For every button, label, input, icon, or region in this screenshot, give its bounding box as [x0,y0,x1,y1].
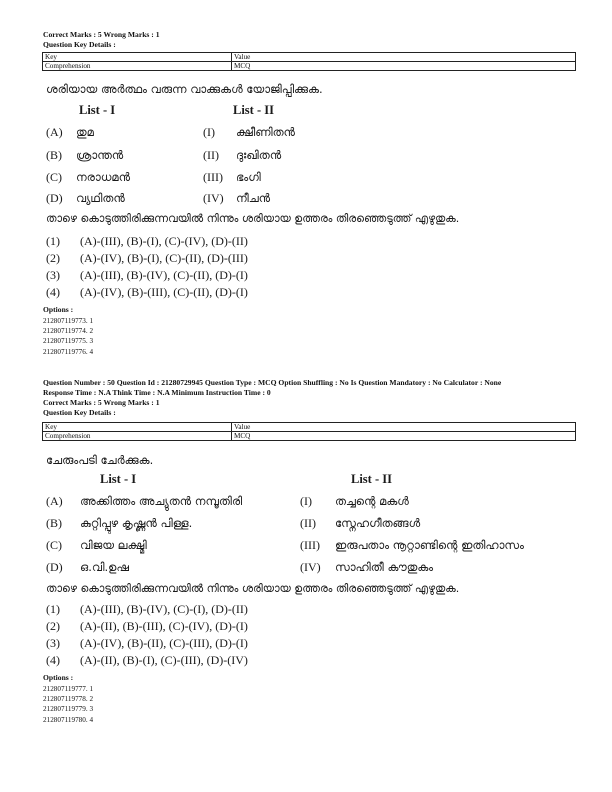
options-list [43,684,93,725]
row-left-text: ശ്രാന്തൻ [76,148,124,162]
table-cell-value: MCQ [232,432,576,441]
answer-text: (A)-(IV), (B)-(I), (C)-(II), (D)-(III) [80,251,248,265]
table-header-value: Value [232,53,576,62]
table-header-value: Value [232,423,576,432]
row-left-label: (D) [46,191,63,205]
list-1-heading: List - I [100,472,137,486]
table-cell-key: Comprehension [43,432,232,441]
row-left-text: ഒ.വി.ഉഷ [80,560,130,574]
row-right-text: സ്നേഹഗീതങ്ങൾ [335,516,421,530]
row-right-label: (IV) [300,560,321,574]
option-item: 212807119778. 2 [43,695,94,704]
table-cell-key: Comprehension [43,62,232,71]
row-left-text: അക്കിത്തം അച്യുതൻ നമ്പൂതിരി [80,494,243,508]
row-left-text: തുമ [76,125,94,139]
answer-text: (A)-(IV), (B)-(III), (C)-(II), (D)-(I) [80,285,248,299]
response-time-line: Response Time : N.A Think Time : N.A Minimum Instruction Time : 0 [43,388,271,397]
row-left-label: (B) [46,516,62,530]
row-right-label: (III) [300,538,320,552]
row-right-label: (I) [203,125,215,139]
answer-text: (A)-(III), (B)-(IV), (C)-(II), (D)-(I) [80,268,248,282]
key-details-label: Question Key Details : [43,40,116,49]
option-item: 212807119776. 4 [43,347,94,356]
question-instruction: ചേരുംപടി ചേർക്കുക. [46,453,154,467]
row-right-text: നീചൻ [236,191,271,205]
answer-number: (1) [46,234,60,248]
marks-line: Correct Marks : 5 Wrong Marks : 1 [43,398,160,407]
row-right-label: (I) [300,494,312,508]
answer-number: (4) [46,653,60,667]
answer-number: (3) [46,636,60,650]
answer-text: (A)-(III), (B)-(IV), (C)-(I), (D)-(II) [80,602,248,616]
row-right-text: സാഹിതീ കൗതുകം [335,560,434,574]
row-right-label: (IV) [203,191,224,205]
options-list [43,316,93,357]
answer-text: (A)-(IV), (B)-(II), (C)-(III), (D)-(I) [80,636,248,650]
row-left-text: വിജയ ലക്ഷ്മി [80,538,147,552]
option-item: 212807119777. 1 [43,685,94,693]
answer-number: (3) [46,268,60,282]
row-left-label: (C) [46,538,62,552]
row-right-label: (II) [300,516,316,530]
table-header-key: Key [43,423,232,432]
row-left-label: (A) [46,494,63,508]
row-left-text: വ്യഥിതൻ [76,191,125,205]
row-right-text: തച്ചന്റെ മകൾ [335,494,409,508]
row-right-text: ഭംഗി [236,170,261,184]
row-right-label: (II) [203,148,219,162]
table-header-key: Key [43,53,232,62]
option-item: 212807119779. 3 [43,705,94,714]
list-1-heading: List - I [79,103,116,117]
marks-line: Correct Marks : 5 Wrong Marks : 1 [43,30,160,39]
choose-instruction: താഴെ കൊടുത്തിരിക്കുന്നവയിൽ നിന്നും ശരിയായ ഉത്തരം തിരഞ്ഞെടുത്ത് എഴുതുക. [46,582,460,595]
answer-text: (A)-(III), (B)-(I), (C)-(IV), (D)-(II) [80,234,248,248]
choose-instruction: താഴെ കൊടുത്തിരിക്കുന്നവയിൽ നിന്നും ശരിയായ ഉത്തരം തിരഞ്ഞെടുത്ത് എഴുതുക. [46,212,460,225]
list-2-heading: List - II [233,103,274,117]
row-right-text: ക്ഷീണിതൻ [236,125,295,139]
key-value-table [42,422,576,441]
options-label: Options : [43,305,74,314]
question-instruction: ശരിയായ അർത്ഥം വരുന്ന വാക്കുകൾ യോജിപ്പിക്കുക. [46,82,323,96]
row-right-text: ദുഃഖിതൻ [236,148,282,162]
question-meta-line: Question Number : 50 Question Id : 21280729945 Question Type : MCQ Option Shuffling : No Is Question Mandatory : No Calculator : None [43,378,502,387]
row-right-label: (III) [203,170,223,184]
key-value-table [42,52,576,71]
list-2-heading: List - II [351,472,392,486]
row-left-label: (A) [46,125,63,139]
row-right-text: ഇരുപതാം നൂറ്റാണ്ടിന്റെ ഇതിഹാസം [335,538,524,552]
answer-number: (2) [46,251,60,265]
option-item: 212807119780. 4 [43,715,94,724]
key-details-label: Question Key Details : [43,408,116,417]
row-left-label: (B) [46,148,62,162]
answer-text: (A)-(II), (B)-(III), (C)-(IV), (D)-(I) [80,619,248,633]
row-left-text: നരാധമൻ [76,170,131,184]
answer-number: (1) [46,602,60,616]
row-left-label: (C) [46,170,62,184]
answer-number: (2) [46,619,60,633]
row-left-text: കുറ്റിപ്പുഴ കൃഷ്ണൻ പിള്ള. [80,516,193,530]
options-label: Options : [43,673,74,682]
table-cell-value: MCQ [232,62,576,71]
option-item: 212807119773. 1 [43,317,94,325]
answer-number: (4) [46,285,60,299]
row-left-label: (D) [46,560,63,574]
option-item: 212807119775. 3 [43,337,94,346]
answer-text: (A)-(II), (B)-(I), (C)-(III), (D)-(IV) [80,653,248,667]
option-item: 212807119774. 2 [43,327,94,336]
